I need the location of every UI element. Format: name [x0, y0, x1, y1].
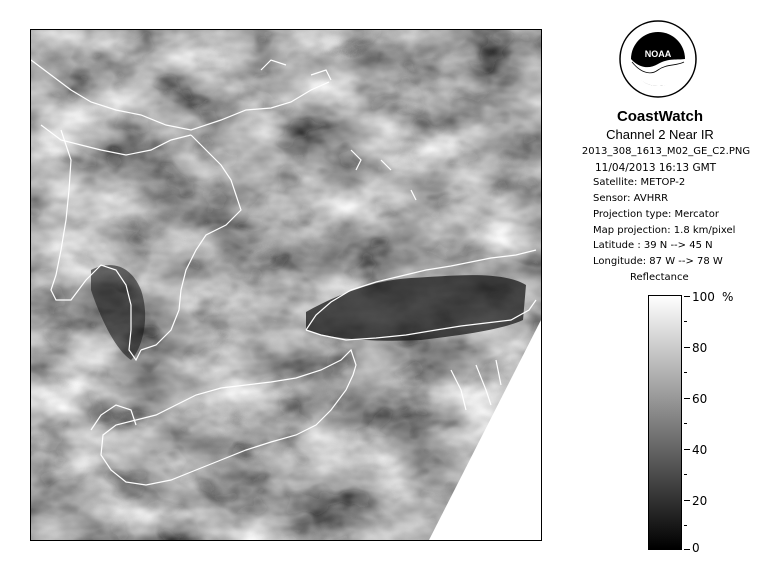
colorbar-tick: [684, 296, 690, 297]
colorbar-minor-tick: [684, 474, 687, 475]
colorbar-tick-label: 40: [692, 443, 708, 457]
colorbar-tick-label: 80: [692, 341, 708, 355]
colorbar-tick: [684, 347, 690, 348]
legend-unit: %: [722, 290, 734, 304]
latitude-label: Latitude : 39 N --> 45 N: [593, 240, 713, 251]
colorbar-tick-label: 100: [692, 290, 715, 304]
reflectance-colorbar: [648, 295, 682, 550]
sensor-label: Sensor: AVHRR: [593, 193, 669, 204]
colorbar-tick: [684, 398, 690, 399]
colorbar-minor-tick: [684, 423, 687, 424]
colorbar-tick-label: 60: [692, 392, 708, 406]
satellite-image-svg: [31, 30, 541, 540]
channel-subtitle: Channel 2 Near IR: [606, 127, 714, 142]
page-title: CoastWatch: [616, 108, 704, 125]
colorbar-tick-label: 0: [692, 541, 700, 555]
satellite-label: Satellite: METOP-2: [593, 177, 686, 188]
projection-type-label: Projection type: Mercator: [593, 209, 719, 220]
map-projection-label: Map projection: 1.8 km/pixel: [593, 225, 736, 236]
colorbar-tick: [684, 549, 690, 550]
satellite-image: [30, 29, 542, 541]
colorbar-minor-tick: [684, 372, 687, 373]
longitude-label: Longitude: 87 W --> 78 W: [593, 256, 723, 267]
colorbar-tick: [684, 500, 690, 501]
colorbar-minor-tick: [684, 525, 687, 526]
noaa-logo: [618, 12, 698, 106]
colorbar-tick-label: 20: [692, 494, 708, 508]
date-time-label: 11/04/2013 16:13 GMT: [595, 162, 717, 174]
colorbar-tick: [684, 449, 690, 450]
colorbar-minor-tick: [684, 321, 687, 322]
legend-title: Reflectance: [630, 272, 689, 283]
logo-text: NOAA: [644, 49, 672, 59]
filename-label: 2013_308_1613_M02_GE_C2.PNG: [581, 146, 751, 157]
noaa-logo-svg: [618, 12, 698, 106]
